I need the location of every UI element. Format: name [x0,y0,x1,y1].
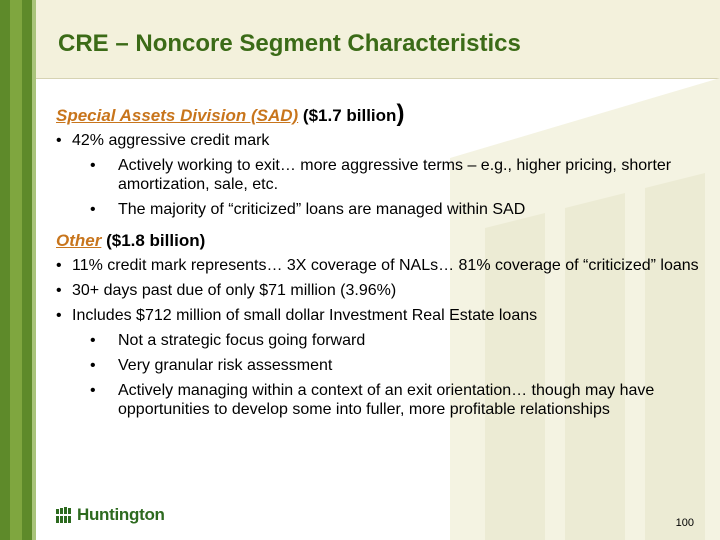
list-subitem [56,156,711,194]
section-other-heading [56,231,711,250]
bullet-icon: • [90,157,96,174]
list-subitem [56,200,711,219]
list-subitem [56,356,711,375]
other-amount: ($1.8 billion) [106,231,206,250]
subbullet-text: Very granular risk assessment [118,357,333,374]
subbullet-text: Actively managing within a context of an exit orientation… though may have opportunities to develop some into fuller, more profitable relationships [118,382,655,418]
sad-link[interactable]: Special Assets Division (SAD) [56,106,299,125]
bullet-icon: • [90,332,96,349]
slide-title: CRE – Noncore Segment Characteristics [58,30,521,57]
bullet-icon: • [56,307,62,324]
left-stripe-dark [0,0,10,540]
sad-close-paren: ) [396,100,405,127]
left-stripe-dark-2 [22,0,32,540]
bullet-icon: • [90,382,96,399]
list-item [56,281,711,300]
subbullet-text: Actively working to exit… more aggressive terms – e.g., higher pricing, shorter amortization, sale, etc. [118,157,672,193]
bullet-text: 11% credit mark represents… 3X coverage of NALs… 81% coverage of “criticized” loans [72,257,699,274]
sad-amount: ($1.7 billion [302,106,397,125]
bullet-icon: • [90,201,96,218]
list-item [56,256,711,275]
page-number: 100 [675,517,694,529]
subbullet-text: The majority of “criticized” loans are managed within SAD [118,201,526,218]
bullet-icon: • [56,132,62,149]
bullet-text: 30+ days past due of only $71 million (3.96%) [72,282,397,299]
huntington-logo [56,505,165,525]
left-stripe-light [32,0,36,540]
section-sad-heading [56,100,711,127]
list-subitem [56,331,711,350]
list-item [56,131,711,150]
other-link[interactable]: Other [56,231,102,250]
huntington-logo-icon [56,507,72,523]
subbullet-text: Not a strategic focus going forward [118,332,366,349]
bullet-text: Includes $712 million of small dollar Investment Real Estate loans [72,307,538,324]
left-stripe-mid [10,0,22,540]
bullet-icon: • [56,282,62,299]
bullet-icon: • [56,257,62,274]
list-item [56,306,711,325]
slide-content [56,100,711,425]
bullet-icon: • [90,357,96,374]
logo-text: Huntington [77,505,165,524]
list-subitem [56,381,711,419]
bullet-text: 42% aggressive credit mark [72,132,270,149]
